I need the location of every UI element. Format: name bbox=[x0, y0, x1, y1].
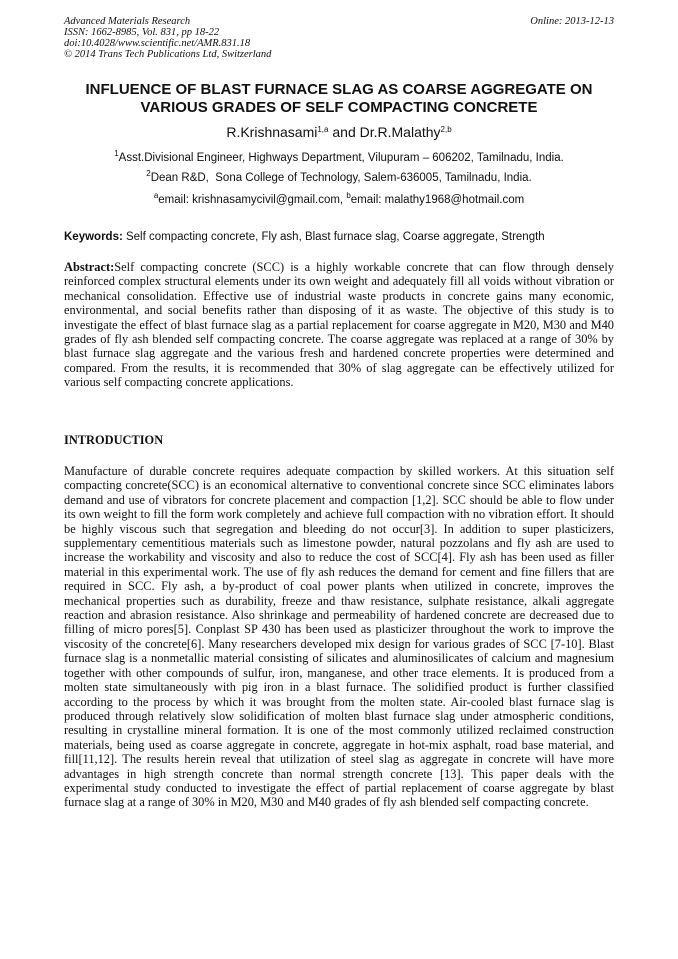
affiliation-2-sup: 2 bbox=[146, 169, 151, 178]
email-b-sup: b bbox=[346, 191, 351, 200]
email-a: email: krishnasamycivil@gmail.com, bbox=[158, 194, 347, 206]
email-line bbox=[64, 193, 614, 207]
online-date: Online: 2013-12-13 bbox=[530, 16, 614, 27]
author-conjunction: and bbox=[328, 124, 360, 140]
email-b: email: malathy1968@hotmail.com bbox=[350, 194, 525, 206]
affiliation-2-text: Dean R&D, Sona College of Technology, Salem-636005, Tamilnadu, India. bbox=[150, 172, 532, 184]
abstract bbox=[64, 260, 614, 390]
journal-name: Advanced Materials Research bbox=[64, 16, 191, 27]
abstract-label: Abstract: bbox=[64, 260, 115, 274]
affiliation-1 bbox=[64, 151, 614, 165]
keywords-text: Self compacting concrete, Fly ash, Blast furnace slag, Coarse aggregate, Strength bbox=[122, 231, 545, 243]
author-1: R.Krishnasami bbox=[226, 124, 318, 140]
issn-line: ISSN: 1662-8985, Vol. 831, pp 18-22 bbox=[64, 27, 220, 38]
keywords bbox=[64, 230, 624, 244]
paper-title: INFLUENCE OF BLAST FURNACE SLAG AS COARSE AGGREGATE ON VARIOUS GRADES OF SELF COMPACTING CONCRETE bbox=[85, 81, 593, 116]
affiliation-1-text: Asst.Divisional Engineer, Highways Department, Vilupuram – 606202, Tamilnadu, India. bbox=[118, 152, 564, 164]
doi-line: doi:10.4028/www.scientific.net/AMR.831.18 bbox=[64, 38, 251, 49]
affiliation-1-sup: 1 bbox=[114, 149, 119, 158]
affiliation-2 bbox=[64, 171, 614, 185]
keywords-label: Keywords: bbox=[64, 231, 123, 243]
introduction-paragraph: Manufacture of durable concrete requires adequate compaction by skilled workers. At this situation self compacting concrete(SCC) is an economical alternative to conventional concrete since SCC eliminates labors demand and use of vibrators for concrete placement and compaction [1,2]. SCC should be able to flow under its own weight to fill the form work completely and achieve full compaction with no vibration effort. It should be highly viscous such that segregation and bleeding do not occur[3]. In addition to super plasticizers, supplementary cementitious materials such as limestone powder, natural pozzolans and fly ash are used to increase the workability and viscosity and also to reduce the cost of SCC[4]. Fly ash has been used as filler material in this experimental work. The use of fly ash reduces the demand for cement and fine fillers that are required in SCC. Fly ash, a by-product of coal power plants when utilized in concrete, improves the mechanical properties such as durability, freeze and thaw resistance, sulphate resistance, alkali aggregate reaction and abrasion resistance. Also shrinkage and permeability of hardened concrete are decreased due to filling of micro pores[5]. Conplast SP 430 has been used as plasticizer throughout the work to improve the viscosity of the concrete[6]. Many researchers developed mix design for various grades of SCC [7-10]. Blast furnace slag is a nonmetallic material consisting of silicates and aluminosilicates of calcium and magnesium together with other compounds of sulfur, iron, manganese, and other trace elements. It is produced from a molten state simultaneously with pig iron in a blast furnace. The solidified product is further classified according to the process by which it was brought from the molten state. Air-cooled blast furnace slag is produced through relatively slow solidification of molten blast furnace slag under atmospheric conditions, resulting in crystalline mineral formation. It is one of the most commonly utilized reclaimed construction materials, being used as coarse aggregate in concrete, aggregate in hot-mix asphalt, road base material, and fill[11,12]. The results herein reveal that utilization of steel slag as aggregate in concrete will have more advantages in high strength concrete than normal strength concrete [13]. This paper deals with the experimental study conducted to investigate the effect of partial replacement of coarse aggregate by blast furnace slag at a range of 30% in M20, M30 and M40 grades of fly ash blended self compacting concrete. bbox=[64, 464, 614, 810]
email-a-sup: a bbox=[153, 191, 159, 200]
abstract-text: Self compacting concrete (SCC) is a highly workable concrete that can flow through densely reinforced complex structural elements under its own weight and adequately fill all voids without vibration or mechanical consolidation. Effective use of industrial waste products in concrete gains many economic, environmental, and social benefits rather than disposing of it as waste. The objective of this study is to investigate the effect of blast furnace slag as a partial replacement for coarse aggregate in M20, M30 and M40 grades of fly ash blended self compacting concrete. The coarse aggregate was replaced at a range of 30% by blast furnace slag aggregate and the various fresh and hardened concrete properties were determined and compared. From the results, it is recommended that 30% of slag aggregate can be effectively utilized for various self compacting concrete applications. bbox=[64, 260, 614, 390]
introduction-heading: INTRODUCTION bbox=[64, 433, 164, 447]
author-1-sup: 1,a bbox=[317, 125, 329, 134]
author-2-sup: 2,b bbox=[440, 125, 452, 134]
author-2: Dr.R.Malathy bbox=[359, 124, 441, 140]
copyright-line: © 2014 Trans Tech Publications Ltd, Switzerland bbox=[64, 49, 272, 60]
journal-header bbox=[64, 16, 614, 60]
author-line bbox=[64, 123, 614, 141]
